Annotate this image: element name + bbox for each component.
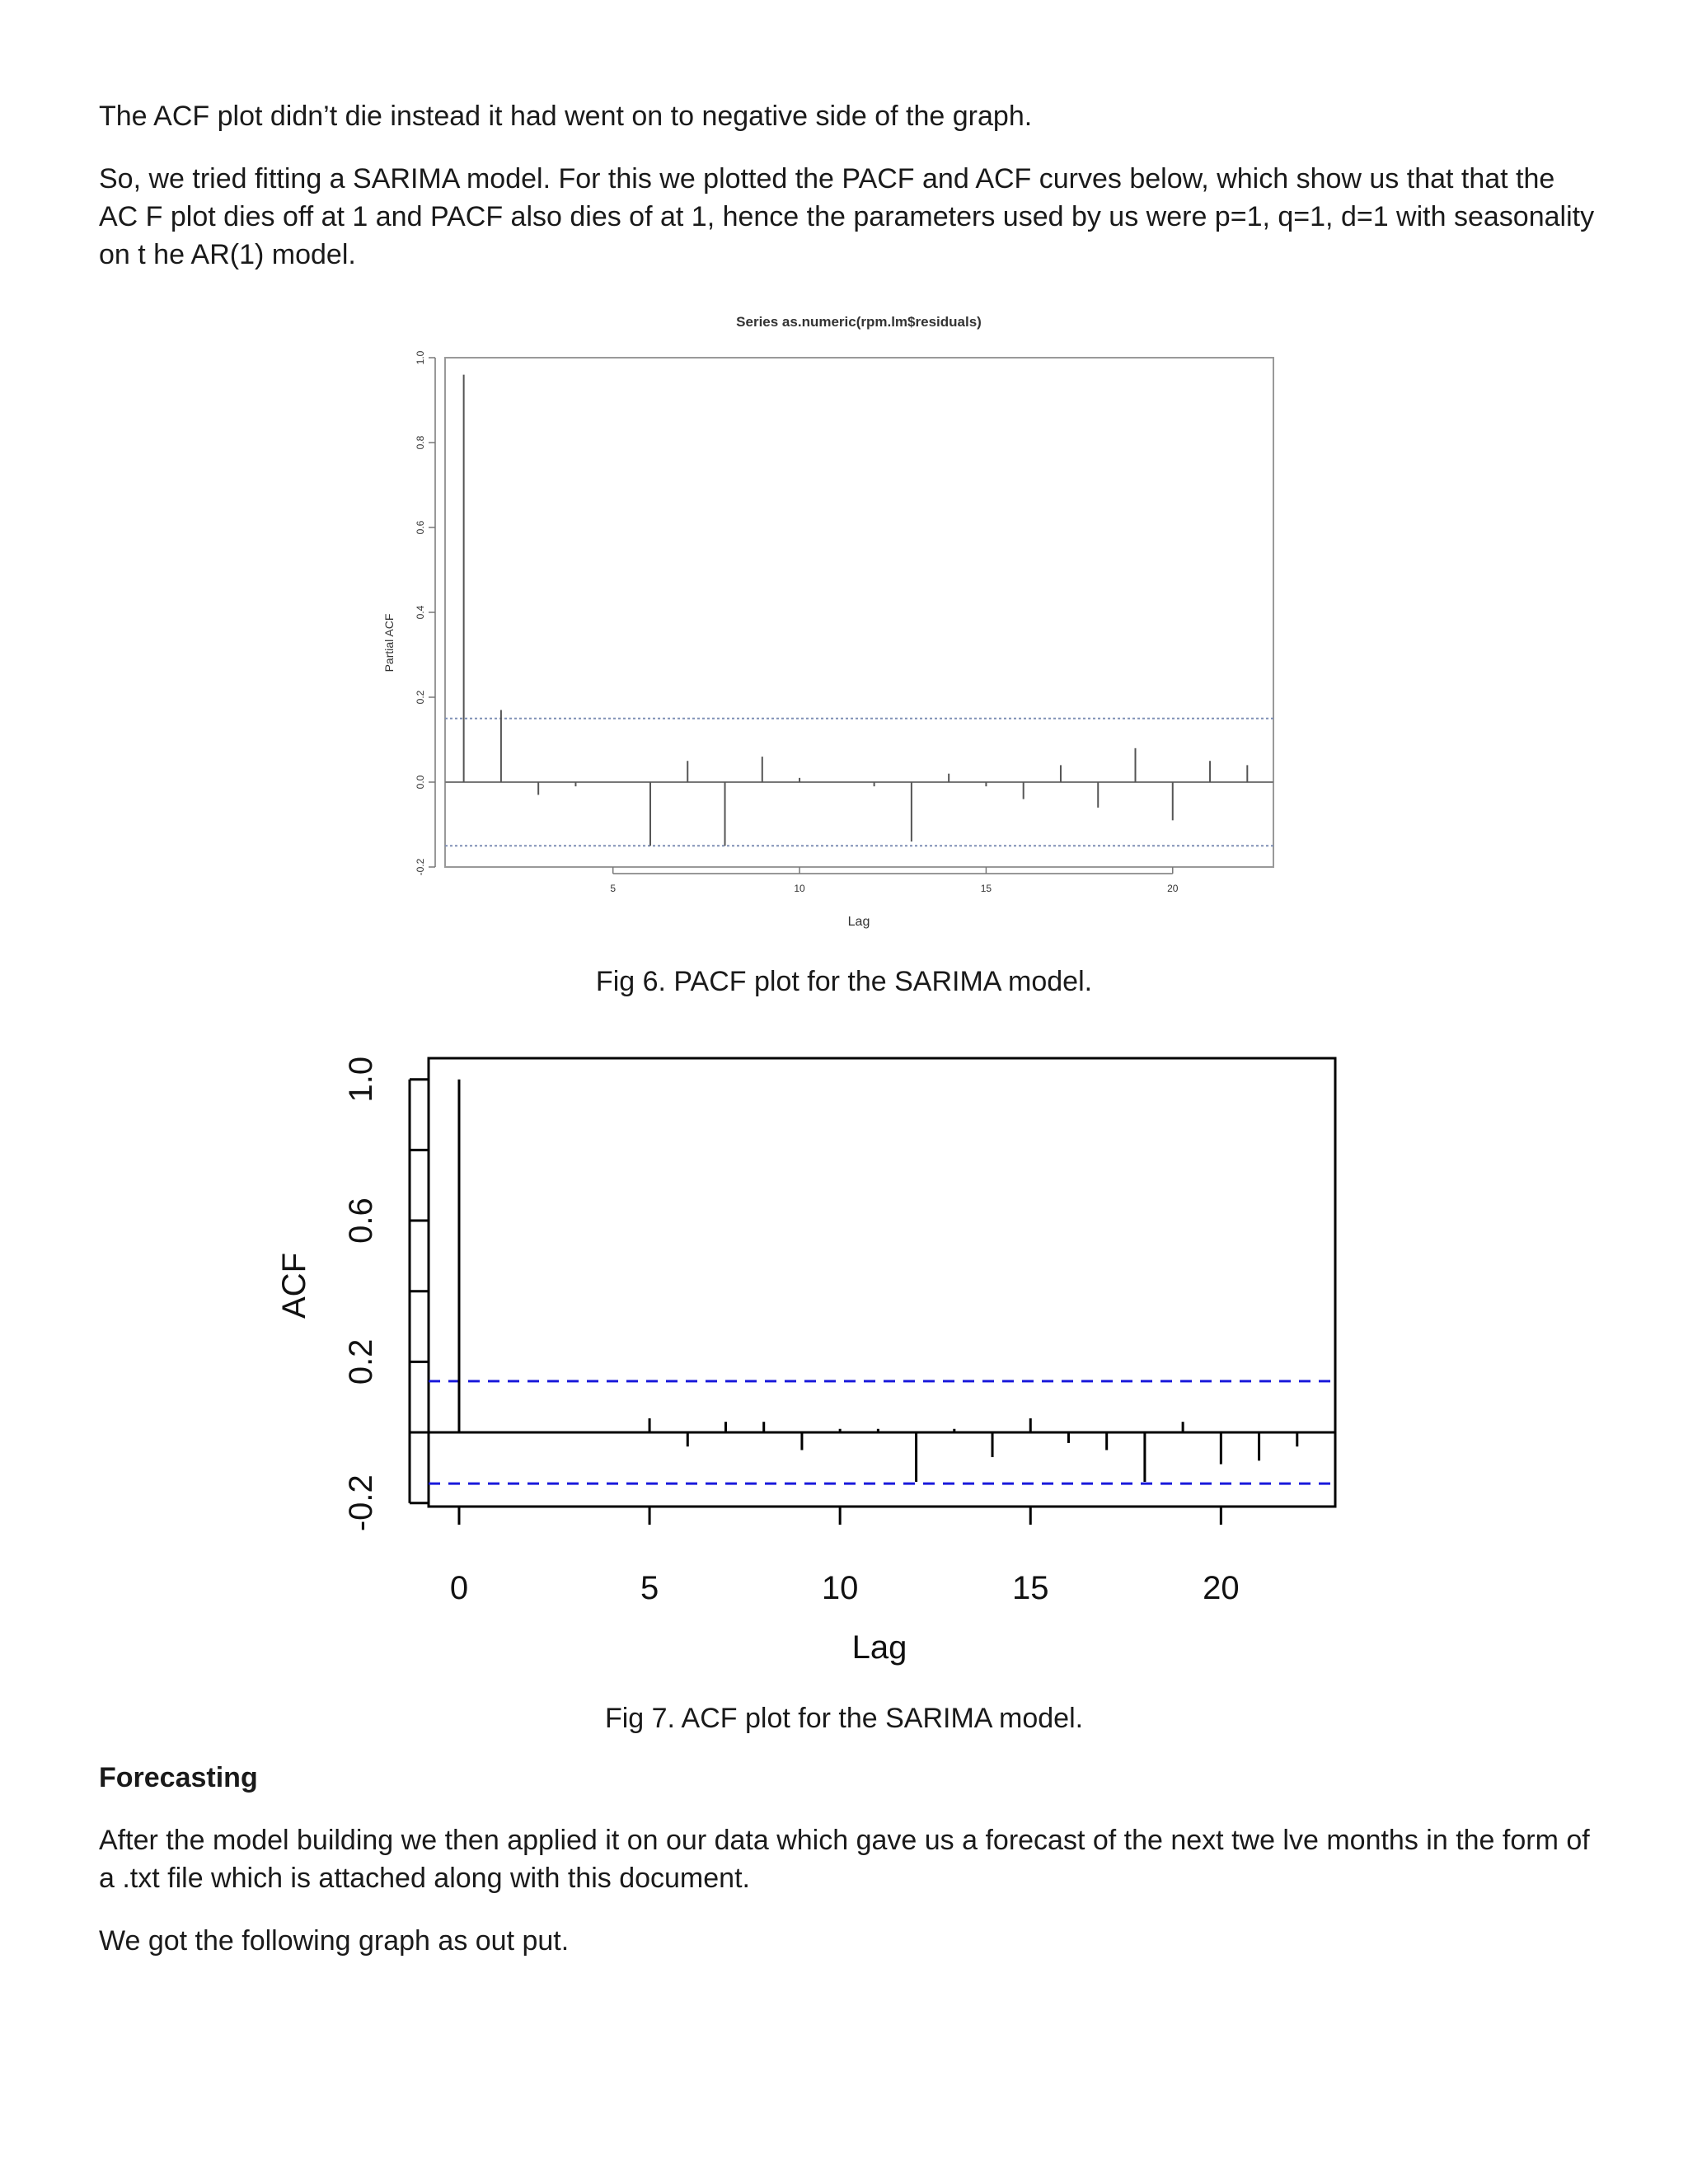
pacf-chart-title: Series as.numeric(rpm.lm$residuals)	[736, 314, 982, 330]
x-tick-label: 5	[640, 1570, 659, 1606]
pacf-y-axis-label: Partial ACF	[382, 613, 396, 673]
x-tick-label: 15	[1012, 1570, 1049, 1606]
x-tick-label: 10	[821, 1570, 859, 1606]
y-tick-label: 0.2	[415, 690, 426, 705]
output-paragraph: We got the following graph as out put.	[99, 1925, 570, 1957]
pacf-chart	[0, 297, 1688, 948]
fig7-caption: Fig 7. ACF plot for the SARIMA model.	[604, 1703, 1084, 1734]
forecasting-heading: Forecasting	[99, 1762, 258, 1793]
y-tick-label: -0.2	[415, 858, 426, 876]
pacf-x-axis-label: Lag	[847, 915, 870, 929]
y-tick-label: 0.0	[415, 775, 426, 790]
y-tick-label: 0.2	[343, 1338, 379, 1385]
intro-paragraph: The ACF plot didn’t die instead it had went on to negative side of the graph.	[99, 101, 1033, 132]
sarima-paragraph: So, we tried fitting a SARIMA model. For this we plotted the PACF and ACF curves below, which show us that that the AC F plot dies off at 1 and PACF also dies of at 1, hence the parameters used by us were p=1, q=1, d=1 with seasonality on t he AR(1) model.	[99, 163, 1595, 270]
y-tick-label: 1.0	[343, 1056, 379, 1103]
fig6-caption: Fig 6. PACF plot for the SARIMA model.	[595, 966, 1093, 997]
acf-x-axis-label: Lag	[851, 1629, 907, 1666]
acf-y-axis-label: ACF	[276, 1253, 312, 1319]
y-tick-label: -0.2	[343, 1474, 379, 1532]
x-tick-label: 10	[794, 883, 805, 894]
y-tick-label: 0.8	[415, 435, 426, 450]
acf-chart	[0, 1038, 1688, 1681]
forecast-paragraph: After the model building we then applied it on our data which gave us a forecast of the next twe lve months in the form of a .txt file which is attached along with this document.	[99, 1825, 1590, 1894]
x-tick-label: 20	[1167, 883, 1179, 894]
y-tick-label: 0.6	[343, 1197, 379, 1244]
plot-frame	[429, 1058, 1335, 1507]
x-tick-label: 5	[610, 883, 617, 894]
x-tick-label: 20	[1203, 1570, 1240, 1606]
y-tick-label: 0.4	[415, 605, 426, 620]
y-tick-label: 1.0	[415, 350, 426, 365]
plot-frame	[445, 358, 1273, 867]
x-tick-label: 15	[980, 883, 992, 894]
x-tick-label: 0	[449, 1570, 469, 1606]
y-tick-label: 0.6	[415, 520, 426, 535]
